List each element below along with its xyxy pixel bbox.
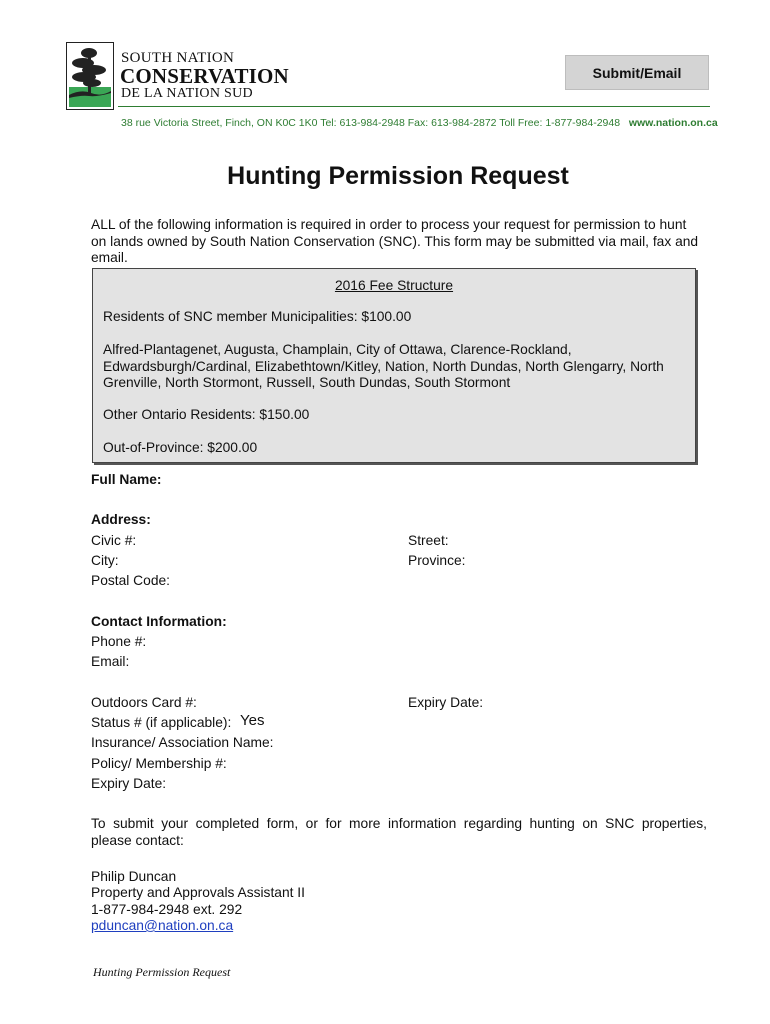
postal-code-label: Postal Code: bbox=[91, 573, 170, 588]
submit-email-button[interactable]: Submit/Email bbox=[565, 55, 709, 90]
postal-code-field[interactable] bbox=[172, 570, 395, 588]
policy-expiry-field[interactable] bbox=[172, 773, 472, 791]
closing-text-line1: To submit your completed form, or for more information regarding hunting on SNC properties, bbox=[91, 816, 707, 831]
tree-icon bbox=[67, 43, 113, 109]
outdoors-card-field[interactable] bbox=[200, 692, 395, 710]
civic-label: Civic #: bbox=[91, 533, 137, 548]
website-link[interactable]: www.nation.on.ca bbox=[628, 117, 718, 129]
contact-position: Property and Approvals Assistant II bbox=[91, 885, 305, 900]
policy-field[interactable] bbox=[232, 753, 532, 771]
city-label: City: bbox=[91, 553, 119, 568]
email-label: Email: bbox=[91, 654, 130, 669]
insurance-label: Insurance/ Association Name: bbox=[91, 735, 274, 750]
city-field[interactable] bbox=[122, 550, 395, 568]
phone-label: Phone #: bbox=[91, 634, 147, 649]
insurance-field[interactable] bbox=[280, 732, 580, 750]
province-field[interactable] bbox=[468, 550, 702, 568]
intro-line: ALL of the following information is required in order to process your request for permission to hunt bbox=[91, 217, 687, 232]
phone-field[interactable] bbox=[150, 631, 450, 649]
fee-ontario: Other Ontario Residents: $150.00 bbox=[103, 407, 310, 422]
fee-municipalities bbox=[103, 342, 688, 392]
fee-structure-title: 2016 Fee Structure bbox=[334, 278, 454, 293]
status-label: Status # (if applicable): bbox=[91, 715, 232, 730]
municipalities-line: Edwardsburgh/Cardinal, Elizabethtown/Kitley, Nation, North Dundas, North Glengarry, North bbox=[103, 358, 664, 374]
municipalities-line: Alfred-Plantagenet, Augusta, Champlain, City of Ottawa, Clarence-Rockland, bbox=[103, 342, 572, 357]
logo bbox=[66, 42, 114, 110]
fee-structure-box bbox=[92, 268, 696, 463]
contact-line bbox=[121, 117, 718, 129]
contact-email-link[interactable]: pduncan@nation.on.ca bbox=[91, 918, 234, 933]
address-heading: Address: bbox=[91, 512, 151, 527]
page-footer: Hunting Permission Request bbox=[93, 965, 231, 979]
street-label: Street: bbox=[408, 533, 449, 548]
street-field[interactable] bbox=[452, 530, 702, 548]
policy-expiry-label: Expiry Date: bbox=[91, 776, 167, 791]
header-divider bbox=[118, 106, 710, 107]
province-label: Province: bbox=[408, 553, 466, 568]
intro-line: email. bbox=[91, 250, 128, 266]
policy-label: Policy/ Membership #: bbox=[91, 756, 227, 771]
intro-line: on lands owned by South Nation Conservation (SNC). This form may be submitted via mail, fax and bbox=[91, 233, 699, 249]
expiry-date-field[interactable] bbox=[488, 692, 702, 710]
municipalities-line: Grenville, North Stormont, Russell, South Dundas, South Stormont bbox=[103, 375, 511, 391]
closing-text-line2: please contact: bbox=[91, 833, 184, 848]
contact-name: Philip Duncan bbox=[91, 869, 177, 884]
fee-out-of-province: Out-of-Province: $200.00 bbox=[103, 440, 258, 455]
org-name-line1: SOUTH NATION bbox=[121, 50, 235, 66]
intro-text bbox=[91, 217, 703, 267]
contact-phone: 1-877-984-2948 ext. 292 bbox=[91, 902, 243, 917]
status-field[interactable]: Yes bbox=[240, 712, 265, 729]
full-name-label: Full Name: bbox=[91, 472, 162, 487]
contact-address: 38 rue Victoria Street, Finch, ON K0C 1K0 Tel: 613-984-2948 Fax: 613-984-2872 Toll Free: 1-877-984-2948 bbox=[121, 117, 621, 129]
org-name-line2: CONSERVATION bbox=[120, 64, 289, 88]
org-name-line3: DE LA NATION SUD bbox=[121, 86, 253, 101]
full-name-field[interactable] bbox=[150, 468, 700, 488]
fee-residents: Residents of SNC member Municipalities: $100.00 bbox=[103, 309, 412, 324]
outdoors-card-label: Outdoors Card #: bbox=[91, 695, 197, 710]
contact-info-heading: Contact Information: bbox=[91, 614, 227, 629]
expiry-date-label: Expiry Date: bbox=[408, 695, 484, 710]
page-title: Hunting Permission Request bbox=[227, 162, 569, 190]
civic-field[interactable] bbox=[140, 530, 395, 548]
email-field[interactable] bbox=[133, 651, 453, 669]
